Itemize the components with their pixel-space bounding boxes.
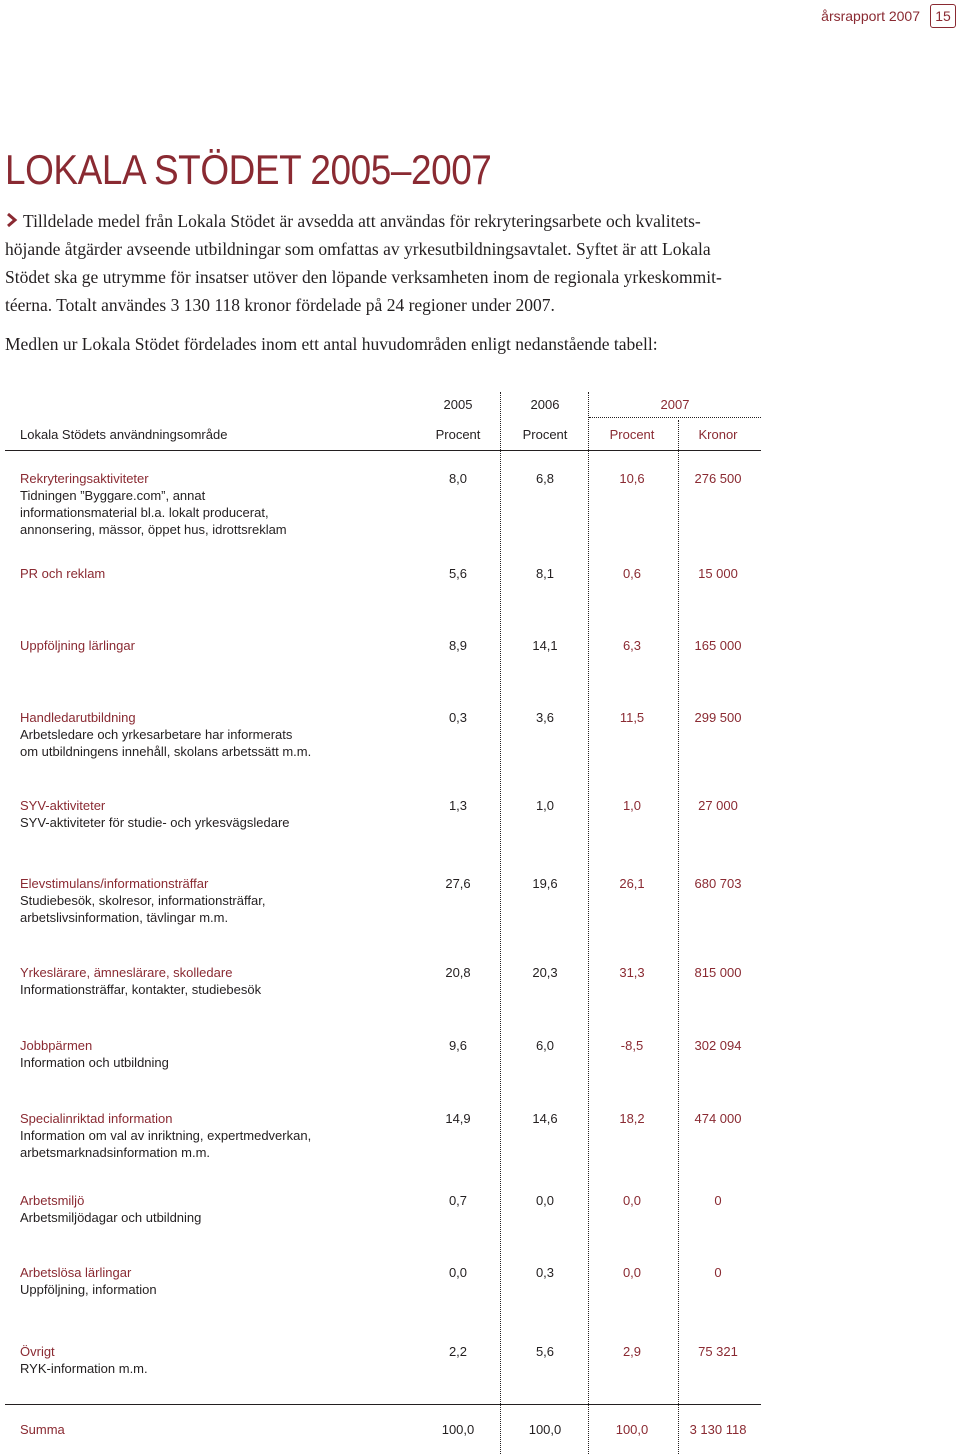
table-lead-text: Medlen ur Lokala Stödet fördelades inom ett antal huvudområden enligt nedanstående tabell: [5,334,658,354]
year-2007: 2007 [660,397,690,412]
row-description-line: SYV-aktiviteter för studie- och yrkesvägsledare [20,815,290,830]
cell-procent-2005: 27,6 [445,876,471,891]
year-2006: 2006 [530,397,560,412]
cell-procent-2007: 2,9 [622,1344,642,1359]
cell-procent-2006: 20,3 [532,965,558,980]
cell-kronor-2007: 27 000 [698,798,738,813]
cell-kronor-2007: 474 000 [694,1111,742,1126]
row-description-line: Arbetsmiljödagar och utbildning [20,1210,202,1225]
row-title: Yrkeslärare, ämneslärare, skolledare [20,965,233,980]
cell-kronor-2007: 680 703 [694,876,742,891]
total-kronor: 3 130 118 [689,1422,747,1437]
cell-procent-2006: 19,6 [532,876,558,891]
cell-procent-2006: 0,0 [535,1193,555,1208]
row-description-line: arbetsmarknadsinformation m.m. [20,1145,211,1160]
total-label: Summa [20,1422,65,1437]
row-description-line: Arbetsledare och yrkesarbetare har informerats [20,727,293,742]
intro-line-3: Stödet ska ge utrymme för insatser utöver den löpande verksamheten inom de regionala yrkeskommit- [5,267,722,287]
intro-line-4: téerna. Totalt användes 3 130 118 kronor fördelade på 24 regioner under 2007. [5,295,555,315]
row-description-line: RYK-information m.m. [20,1361,148,1376]
cell-procent-2007: 0,6 [622,566,642,581]
row-title: PR och reklam [20,566,106,581]
row-description-line: Uppföljning, information [20,1282,157,1297]
cell-procent-2005: 9,6 [448,1038,468,1053]
cell-procent-2006: 1,0 [535,798,555,813]
cell-kronor-2007: 0 [714,1265,722,1280]
cell-procent-2007: 1,0 [622,798,642,813]
cell-procent-2007: 11,5 [619,710,645,725]
cell-kronor-2007: 815 000 [694,965,742,980]
cell-kronor-2007: 0 [714,1193,722,1208]
column-header-area: Lokala Stödets användningsområde [20,427,228,442]
cell-procent-2007: 26,1 [619,876,645,891]
column-divider-2006 [588,392,589,1454]
row-description-line: informationsmaterial bl.a. lokalt producerat, [20,505,269,520]
cell-kronor-2007: 276 500 [694,471,742,486]
cell-procent-2005: 5,6 [448,566,468,581]
cell-procent-2007: 18,2 [619,1111,645,1126]
row-description-line: Studiebesök, skolresor, informationsträffar, [20,893,266,908]
row-description-line: annonsering, mässor, öppet hus, idrottsreklam [20,522,287,537]
cell-procent-2006: 0,3 [535,1265,555,1280]
cell-procent-2005: 1,3 [448,798,468,813]
row-title: Övrigt [20,1344,55,1359]
cell-procent-2007: 0,0 [622,1265,642,1280]
row-description-line: arbetslivsinformation, tävlingar m.m. [20,910,229,925]
intro-line-2: höjande åtgärder avseende utbildningar som omfattas av yrkesutbildningsavtalet. Syftet är att Lokala [5,239,711,259]
cell-kronor-2007: 302 094 [694,1038,742,1053]
column-header-procent-2005: Procent [435,427,481,442]
cell-kronor-2007: 165 000 [694,638,742,653]
total-2006: 100,0 [528,1422,562,1437]
row-title: Rekryteringsaktiviteter [20,471,149,486]
column-header-procent-2006: Procent [522,427,568,442]
total-2005: 100,0 [441,1422,475,1437]
cell-procent-2007: 10,6 [619,471,645,486]
year-2005: 2005 [443,397,473,412]
cell-procent-2005: 0,0 [448,1265,468,1280]
page-number: 15 [930,4,956,28]
row-description-line: Informationsträffar, kontakter, studiebesök [20,982,262,997]
cell-procent-2005: 14,9 [445,1111,471,1126]
page-header [821,4,956,28]
cell-procent-2005: 8,9 [448,638,468,653]
cell-procent-2005: 2,2 [448,1344,468,1359]
row-title: Jobbpärmen [20,1038,93,1053]
header-rule [5,450,761,451]
cell-procent-2006: 6,0 [535,1038,555,1053]
cell-procent-2005: 8,0 [448,471,468,486]
cell-kronor-2007: 75 321 [698,1344,738,1359]
row-title: SYV-aktiviteter [20,798,106,813]
row-description-line: Information och utbildning [20,1055,169,1070]
cell-procent-2006: 5,6 [535,1344,555,1359]
row-title: Specialinriktad information [20,1111,173,1126]
column-header-kronor: Kronor [698,427,738,442]
total-rule [5,1404,761,1405]
cell-procent-2007: -8,5 [620,1038,644,1053]
year-2007-underline [589,417,761,418]
column-header-procent-2007: Procent [609,427,655,442]
row-title: Handledarutbildning [20,710,136,725]
intro-line-1: Tilldelade medel från Lokala Stödet är avsedda att användas för rekryteringsarbete och kvalitets- [23,211,701,231]
cell-procent-2007: 6,3 [622,638,642,653]
column-divider-2005 [500,392,501,1454]
intro-paragraph [5,207,765,319]
chevron-right-icon [5,212,19,228]
cell-kronor-2007: 15 000 [698,566,738,581]
cell-procent-2007: 0,0 [622,1193,642,1208]
total-2007: 100,0 [615,1422,649,1437]
row-title: Uppföljning lärlingar [20,638,135,653]
cell-procent-2007: 31,3 [619,965,645,980]
page-title: LOKALA STÖDET 2005–2007 [5,146,492,193]
cell-procent-2006: 3,6 [535,710,555,725]
cell-procent-2006: 8,1 [535,566,555,581]
cell-kronor-2007: 299 500 [694,710,742,725]
cell-procent-2006: 6,8 [535,471,555,486]
cell-procent-2006: 14,1 [532,638,558,653]
row-description-line: om utbildningens innehåll, skolans arbetssätt m.m. [20,744,312,759]
cell-procent-2005: 20,8 [445,965,471,980]
report-label: årsrapport 2007 [821,8,920,24]
row-description-line: Tidningen ”Byggare.com”, annat [20,488,206,503]
cell-procent-2005: 0,3 [448,710,468,725]
cell-procent-2006: 14,6 [532,1111,558,1126]
row-title: Arbetsmiljö [20,1193,85,1208]
row-description-line: Information om val av inriktning, expertmedverkan, [20,1128,312,1143]
cell-procent-2005: 0,7 [448,1193,468,1208]
row-title: Arbetslösa lärlingar [20,1265,132,1280]
row-title: Elevstimulans/informationsträffar [20,876,209,891]
